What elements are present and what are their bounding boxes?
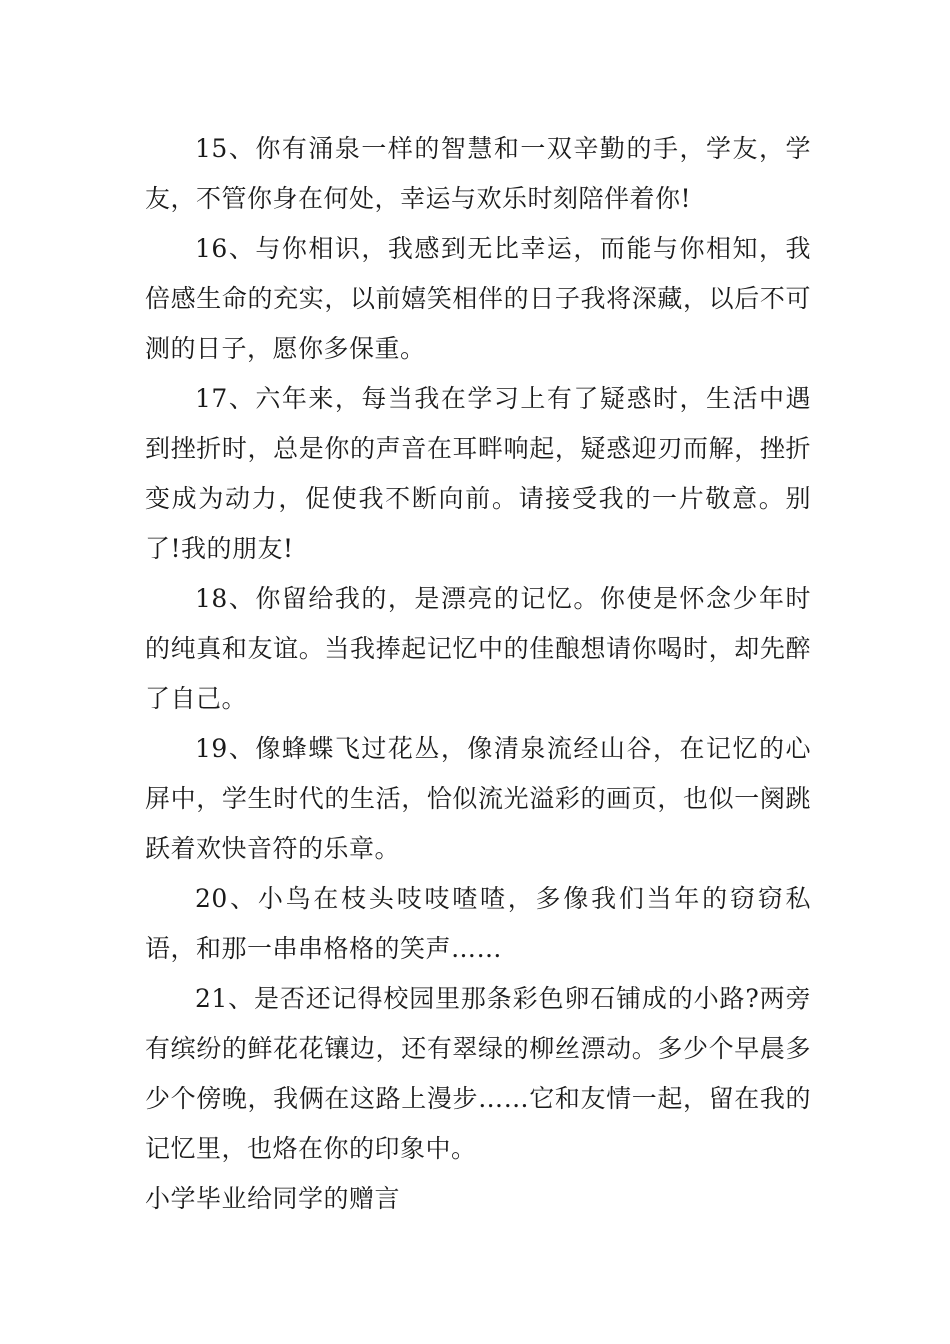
- paragraph-20: 20、小鸟在枝头吱吱喳喳，多像我们当年的窃窃私语，和那一串串格格的笑声……: [145, 884, 811, 963]
- paragraph-18: 18、你留给我的，是漂亮的记忆。你使是怀念少年时的纯真和友谊。当我捧起记忆中的佳酿想请你喝时，却先醉了自己。: [145, 584, 811, 713]
- paragraph-19: 19、像蜂蝶飞过花丛，像清泉流经山谷，在记忆的心屏中，学生时代的生活，恰似流光溢彩的画页，也似一阕跳跃着欢快音符的乐章。: [145, 734, 811, 863]
- section-heading: 小学毕业给同学的赠言: [145, 1184, 401, 1213]
- paragraph-16: 16、与你相识，我感到无比幸运，而能与你相知，我倍感生命的充实，以前嬉笑相伴的日子我将深藏，以后不可测的日子，愿你多保重。: [145, 234, 811, 363]
- document-body: [145, 124, 811, 1224]
- paragraph-17: 17、六年来，每当我在学习上有了疑惑时，生活中遇到挫折时，总是你的声音在耳畔响起，疑惑迎刃而解，挫折变成为动力，促使我不断向前。请接受我的一片敬意。别了!我的朋友!: [145, 384, 811, 563]
- paragraph-21: 21、是否还记得校园里那条彩色卵石铺成的小路?两旁有缤纷的鲜花花镶边，还有翠绿的柳丝漂动。多少个早晨多少个傍晚，我俩在这路上漫步……它和友情一起，留在我的记忆里，也烙在你的印象中。: [145, 984, 811, 1163]
- paragraph-15: 15、你有涌泉一样的智慧和一双辛勤的手，学友，学友，不管你身在何处，幸运与欢乐时刻陪伴着你!: [145, 134, 811, 213]
